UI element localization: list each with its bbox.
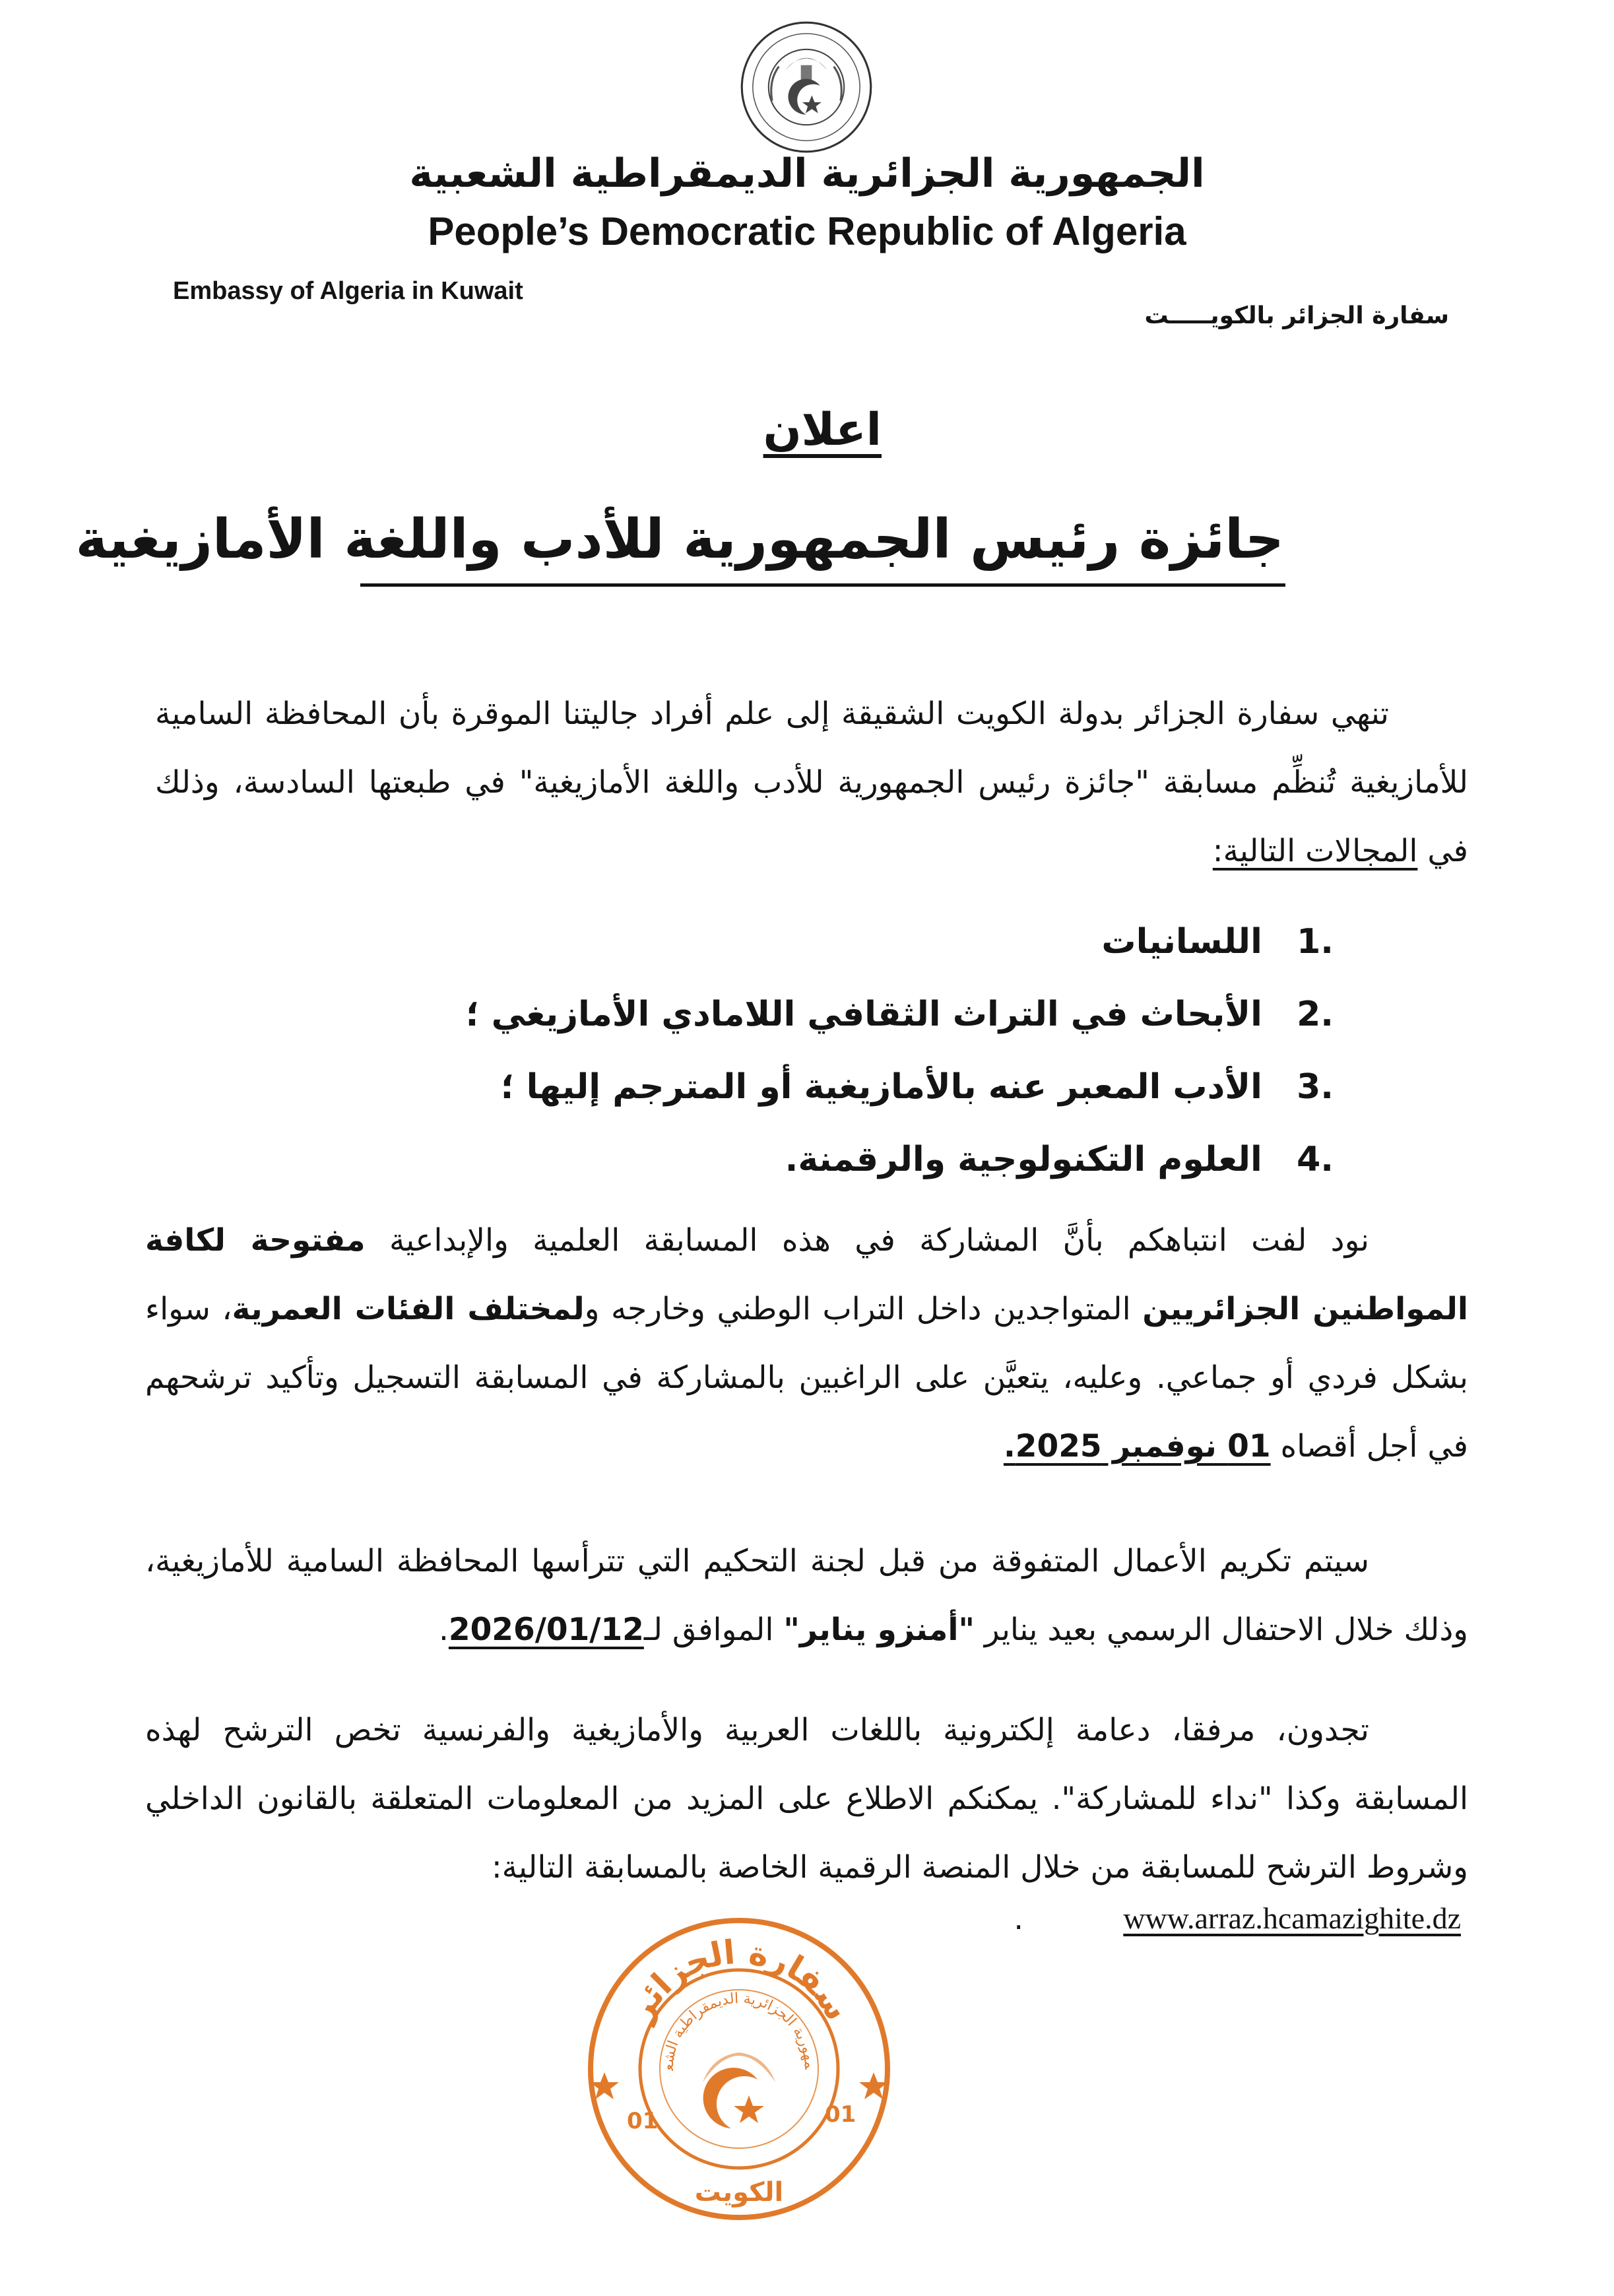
prize-title: جائزة رئيس الجمهورية للأدب واللغة الأمازيغية [75,508,1284,571]
embassy-name-english: Embassy of Algeria in Kuwait [173,277,523,305]
award-paragraph [145,1527,1468,1664]
stamp-right-number: 01 [825,2101,856,2128]
eligibility-text: نود لفت انتباهكم بأنَّ المشاركة في هذه المسابقة العلمية والإبداعية [389,1222,1369,1259]
announcement-title: اعلان [763,404,882,456]
stamp-left-number: 01 [627,2108,659,2134]
ceremony-date: 2026/01/12 [448,1612,644,1648]
stamp-bottom-text: الكويت [694,2177,784,2208]
deadline-date: 01 نوفمبر 2025. [1003,1428,1271,1464]
link-period: . [1014,1901,1023,1936]
award-end: . [438,1612,449,1648]
republic-title-arabic: الجمهورية الجزائرية الديمقراطية الشعبية [409,150,1205,197]
list-number: 4. [1297,1140,1334,1179]
prize-title-underline [360,583,1285,587]
intro-text: تنهي سفارة الجزائر بدولة الكويت الشقيقة إلى علم أفراد جاليتنا الموقرة بأن المحافظة السامية للأمازيغية تُنظِّم مسابقة "جائزة رئيس الجمهورية للأدب واللغة الأمازيغية" في طبعتها السادسة، وذلك في [155,696,1468,869]
list-text: اللسانيات [1101,922,1262,962]
attachments-paragraph [145,1696,1468,1902]
stamp-top-text: سفارة الجزائر [621,1932,857,2027]
award-text: سيتم تكريم الأعمال المتفوقة من قبل لجنة التحكيم التي تترأسها المحافظة السامية للأمازيغية، وذلك خلال الاحتفال الرسمي بعيد يناير [145,1543,1468,1648]
list-number: 1. [1297,922,1334,962]
stamp-inner-text: مهورية الجزائرية الديمقراطية الشع [660,1990,818,2071]
list-item [278,905,1334,978]
list-text: العلوم التكنولوجية والرقمنة. [785,1140,1262,1179]
age-groups-bold: لمختلف الفئات العمرية [232,1291,585,1327]
eligibility-paragraph [145,1206,1468,1481]
list-item [278,978,1334,1051]
award-text-2: الموافق لـ [643,1612,774,1648]
list-number: 3. [1297,1067,1334,1107]
intro-paragraph [155,680,1468,886]
list-text: الأبحاث في التراث الثقافي اللامادي الأمازيغي ؛ [465,995,1262,1034]
list-text: الأدب المعبر عنه بالأمازيغية أو المترجم إليها ؛ [500,1067,1262,1107]
competition-website-link[interactable]: www.arraz.hcamazighite.dz [1123,1901,1461,1935]
domains-list [278,905,1334,1196]
national-emblem [738,18,875,156]
yennayer-name: "أمنزو يناير" [783,1612,975,1648]
embassy-stamp [581,1911,897,2227]
list-item [278,1123,1334,1196]
attachments-text: تجدون، مرفقا، دعامة إلكترونية باللغات العربية والأمازيغية والفرنسية تخص الترشح لهذه المسابقة وكذا "نداء للمشاركة". يمكنكم الاطلاع على المزيد من المعلومات المتعلقة بالقانون الداخلي وشروط الترشح للمسابقة من خلال المنصة الرقمية الخاصة بالمسابقة التالية: [145,1712,1468,1886]
svg-text:الجمهورية الجزائرية الديمقراطي [581,1911,818,2072]
eligibility-text-3: ، سواء بشكل فردي أو جماعي. وعليه، يتعيَّن على الراغبين بالمشاركة في المسابقة التسجيل وتأكيد ترشحهم في أجل أقصاه [145,1291,1468,1464]
eligibility-bold: مفتوحة لكافة المواطنين الجزائريين [145,1222,1468,1327]
republic-title-english: People’s Democratic Republic of Algeria [428,209,1186,253]
list-number: 2. [1297,995,1334,1034]
domains-heading: المجالات التالية: [1212,833,1418,869]
list-item [278,1051,1334,1123]
embassy-name-arabic: سفارة الجزائر بالكويـــــت [1144,302,1449,329]
eligibility-text-2: المتواجدين داخل التراب الوطني وخارجه و [584,1291,1131,1327]
